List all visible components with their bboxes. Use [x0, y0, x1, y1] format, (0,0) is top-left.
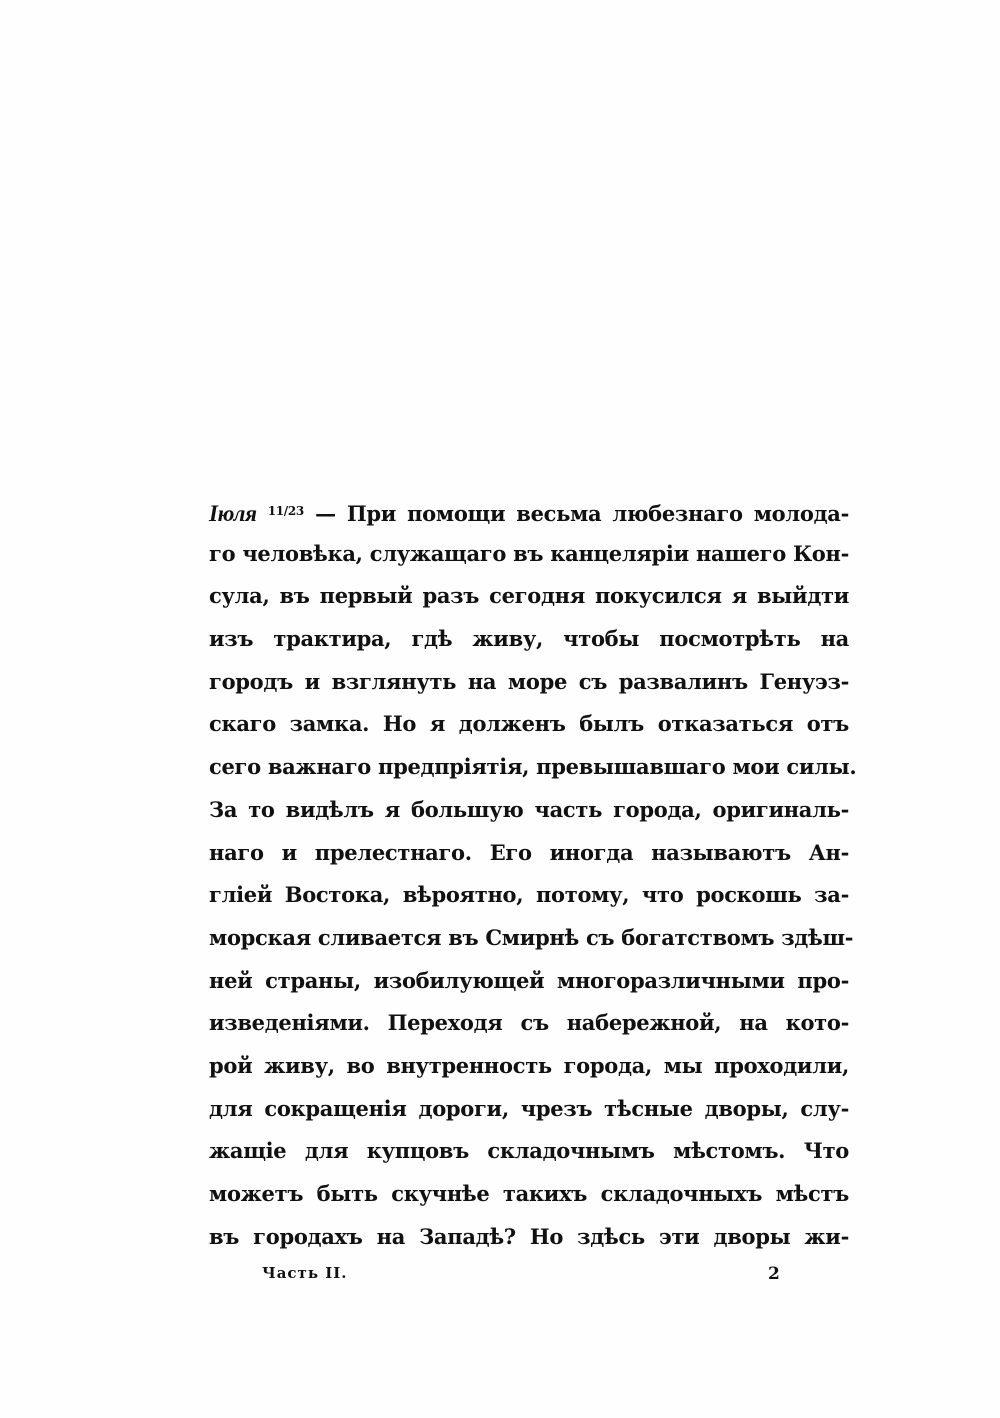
text-line: гліей Востока, вѣроятно, потому, что роскошь за- — [209, 882, 849, 908]
text-line: въ городахъ на Западѣ? Но здѣсь эти дворы жи- — [209, 1223, 849, 1249]
text-line: наго и прелестнаго. Его иногда называютъ Ан- — [209, 839, 849, 865]
text-line: скаго замка. Но я долженъ былъ отказаться отъ — [209, 711, 849, 737]
text-line: морская сливается въ Смирнѣ съ богатствомъ здѣш- — [209, 924, 854, 950]
entry-date: Іюля — [209, 501, 257, 526]
text-line: сего важнаго предпріятія, превышавшаго мои силы. — [209, 754, 857, 780]
text-line: жащіе для купцовъ складочнымъ мѣстомъ. Что — [209, 1138, 849, 1164]
body-text — [209, 490, 857, 1258]
entry-date-fraction: 11/23 — [267, 504, 304, 518]
text-line: сула, въ первый разъ сегодня покусился я выйдти — [209, 583, 849, 609]
text-line: для сокращенія дороги, чрезъ тѣсные дворы, слу- — [209, 1095, 849, 1121]
text-line: изъ трактира, гдѣ живу, чтобы посмотрѣть на — [209, 626, 849, 652]
signature-label: Часть II. — [262, 1264, 348, 1282]
signature-mark: 2 — [768, 1264, 781, 1284]
text-line: рой живу, во внутренность города, мы проходили, — [209, 1052, 849, 1078]
text-line: За то видѣлъ я большую часть города, оригиналь- — [209, 796, 849, 822]
text-line — [209, 490, 849, 533]
text-line: ней страны, изобилующей многоразличными про- — [209, 967, 849, 993]
text-line: го человѣка, служащаго въ канцеляріи нашего Кон- — [209, 540, 849, 566]
text-line: городъ и взглянуть на море съ развалинъ Генуэз- — [209, 668, 849, 694]
text-line: изведеніями. Переходя съ набережной, на кото- — [209, 1010, 849, 1036]
text-line: можетъ быть скучнѣе такихъ складочныхъ мѣстъ — [209, 1181, 849, 1206]
first-line-text: — При помощи весьма любезнаго молода- — [315, 501, 850, 526]
